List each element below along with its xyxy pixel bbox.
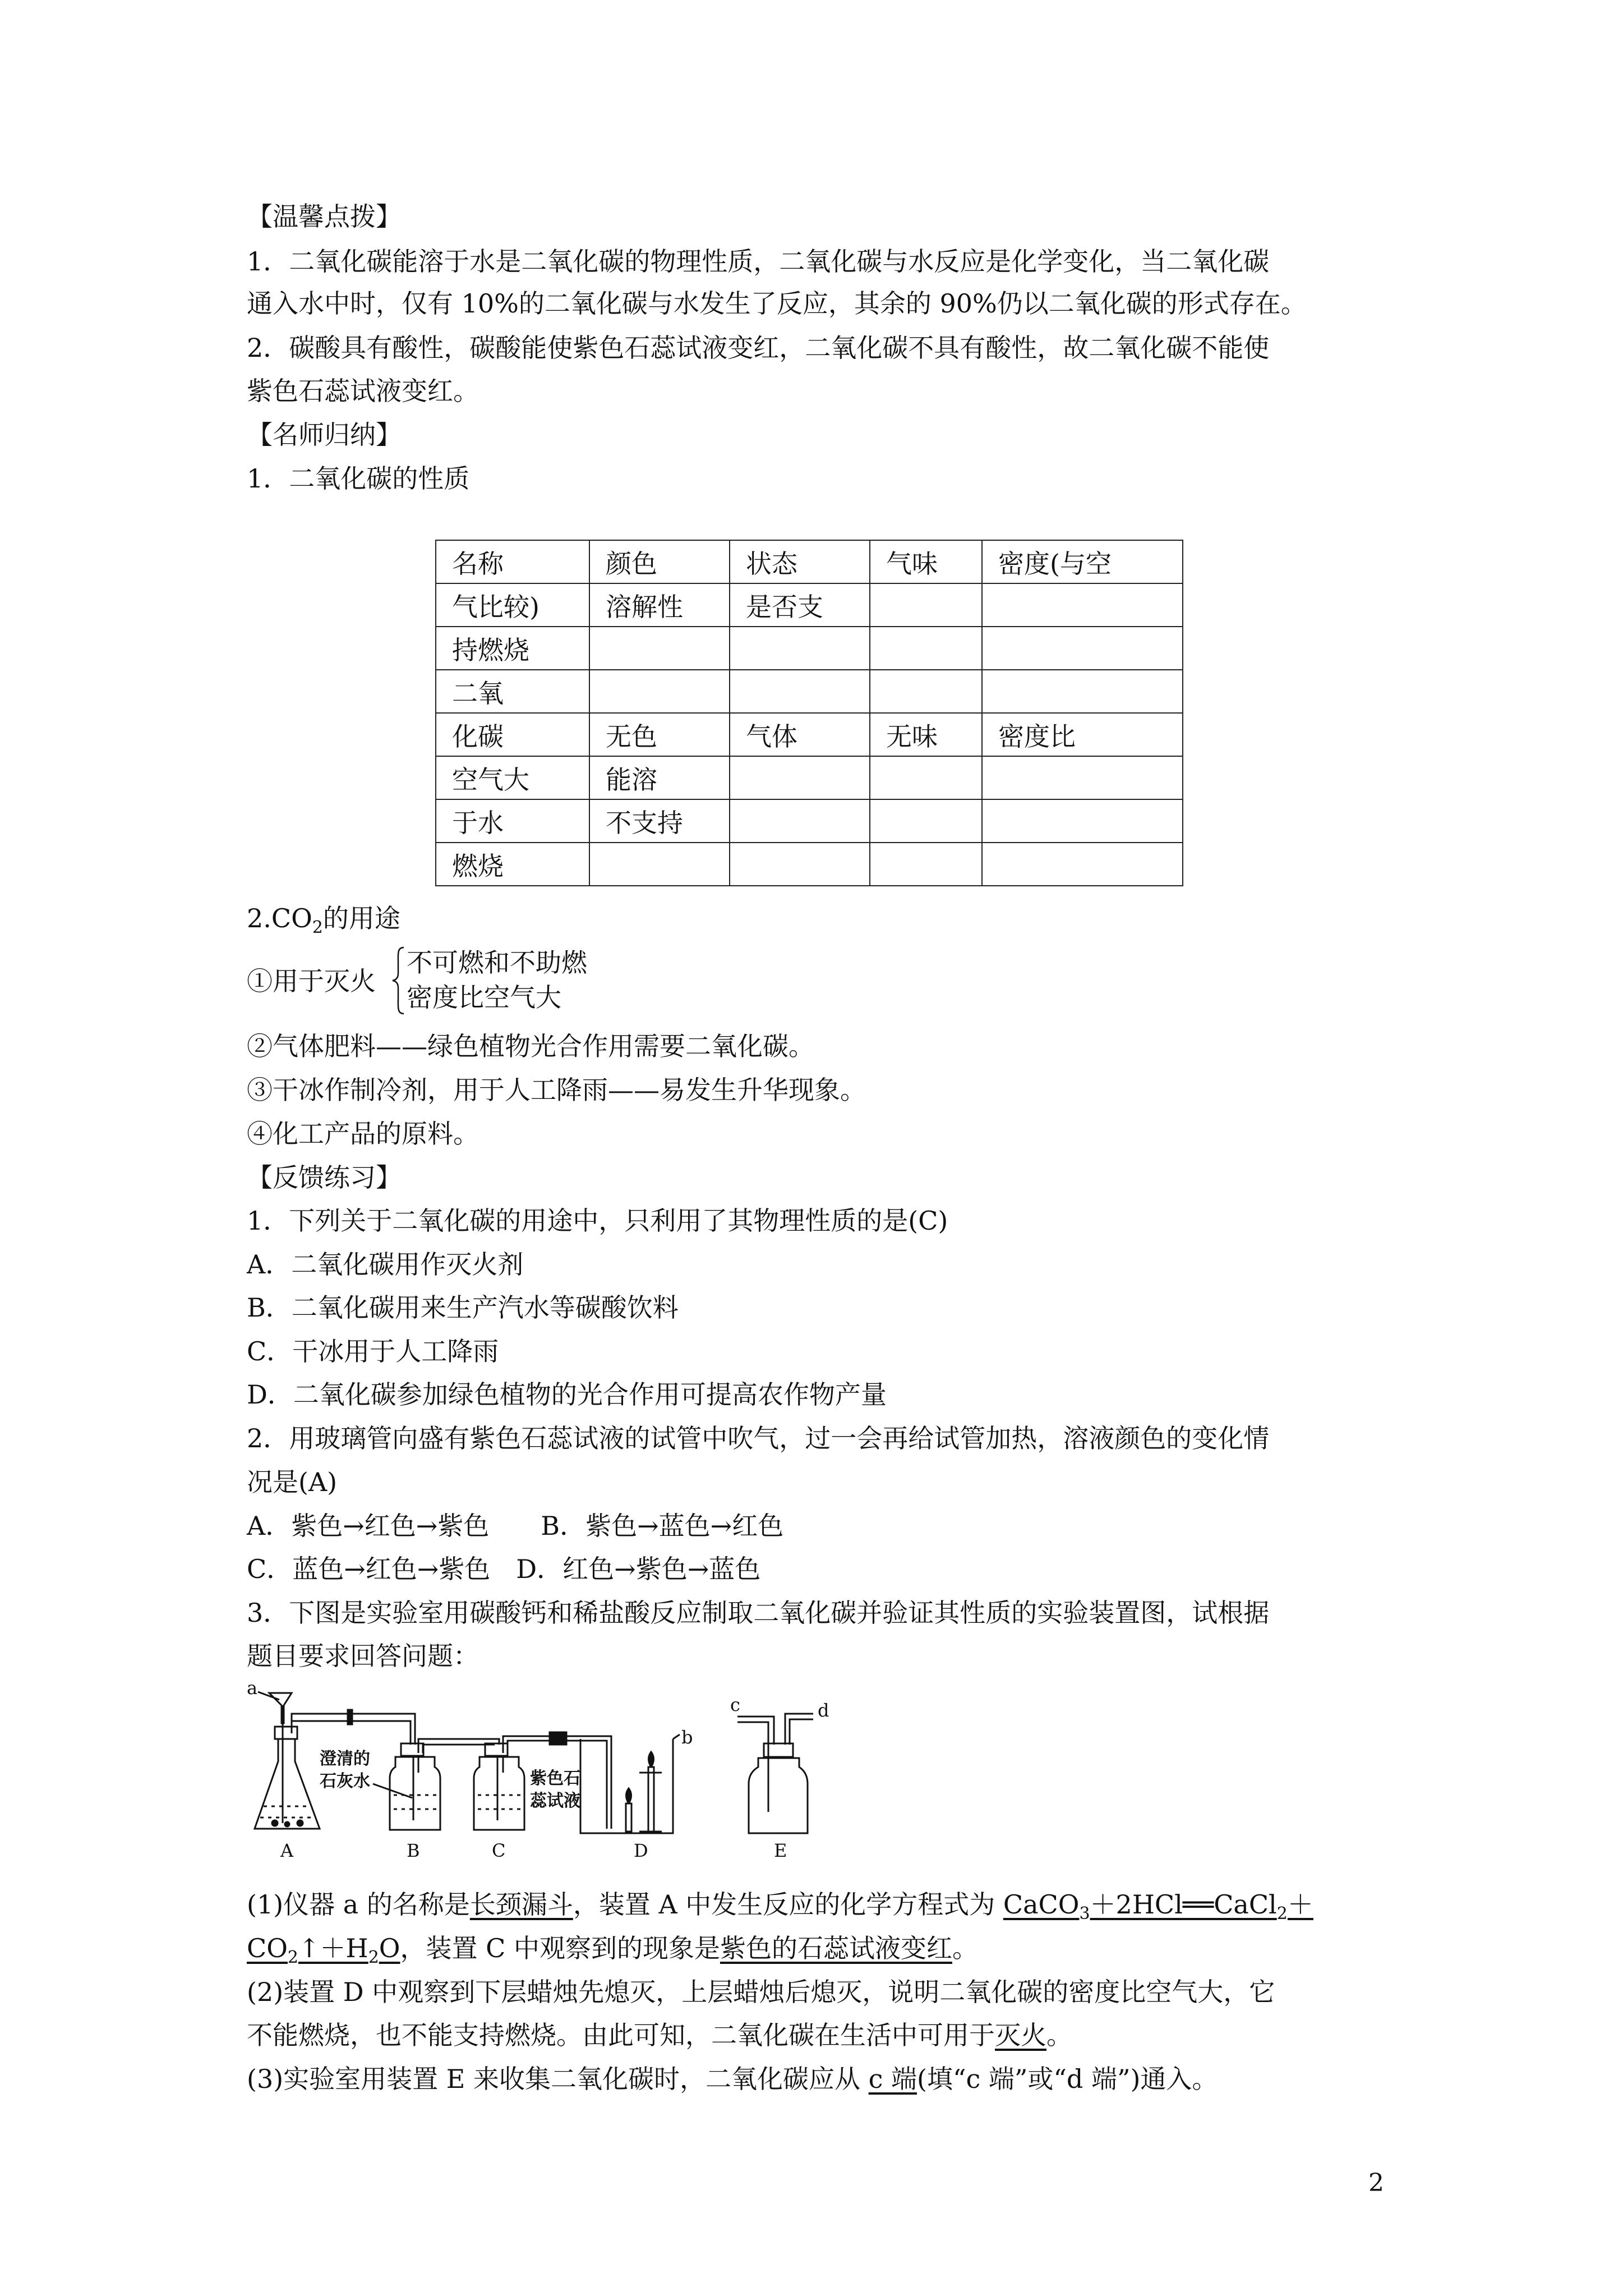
question-2-line1: 2．用玻璃管向盛有紫色石蕊试液的试管中吹气，过一会再给试管加热，溶液颜色的变化情 bbox=[247, 1423, 1270, 1453]
equation-part2: $CO_2↑+H_2O$ bbox=[247, 1933, 400, 1967]
table-cell bbox=[982, 756, 1183, 799]
table-cell bbox=[870, 756, 982, 799]
bottle-e bbox=[730, 1694, 829, 1833]
table-cell bbox=[730, 799, 870, 843]
table-cell: 气味 bbox=[870, 540, 982, 583]
tips-p2-line1: 2．碳酸具有酸性，碳酸能使紫色石蕊试液变红，二氧化碳不具有酸性，故二氧化碳不能使 bbox=[247, 333, 1270, 363]
label-c: c bbox=[730, 1694, 740, 1715]
label-b: b bbox=[681, 1727, 693, 1748]
summary-item1: 1．二氧化碳的性质 bbox=[247, 463, 470, 494]
answer-1-line1: (1)仪器 a 的名称是长颈漏斗，装置 A 中发生反应的化学方程式为 CaCO$_3$＋2HCl══CaCl$_2$＋ bbox=[247, 1889, 1313, 1924]
answer-2-line1: (2)装置 D 中观察到下层蜡烛先熄灭，上层蜡烛后熄灭，说明二氧化碳的密度比空气大，它 bbox=[247, 1977, 1275, 2007]
answer-blank: 紫色的石蕊试液变红 bbox=[720, 1933, 952, 1963]
table-row bbox=[436, 670, 1183, 713]
use-4: ④化工产品的原料。 bbox=[247, 1119, 479, 1149]
table-cell: 密度比 bbox=[982, 713, 1183, 756]
q2-options-line2: C．蓝色→红色→紫色 D．红色→紫色→蓝色 bbox=[247, 1554, 761, 1584]
experiment-apparatus-diagram bbox=[247, 1683, 841, 1862]
table-cell: 于水 bbox=[436, 799, 589, 843]
limewater-label-1: 澄清的 bbox=[320, 1749, 370, 1769]
table-cell bbox=[870, 843, 982, 886]
table-cell bbox=[982, 799, 1183, 843]
fire-use-item: 密度比空气大 bbox=[407, 982, 561, 1013]
label-letter-d: D bbox=[634, 1840, 648, 1861]
table-cell: 化碳 bbox=[436, 713, 589, 756]
table-cell bbox=[982, 670, 1183, 713]
table-row bbox=[436, 627, 1183, 670]
table-row bbox=[436, 540, 1183, 583]
practice-heading: 【反馈练习】 bbox=[247, 1162, 402, 1193]
table-row bbox=[436, 843, 1183, 886]
table-cell bbox=[870, 583, 982, 627]
q1-option-c: C．干冰用于人工降雨 bbox=[247, 1336, 499, 1366]
table-cell bbox=[870, 627, 982, 670]
table-cell: 不支持 bbox=[589, 799, 730, 843]
limewater-label-2: 石灰水 bbox=[320, 1772, 370, 1791]
q1-option-b: B．二氧化碳用来生产汽水等碳酸饮料 bbox=[247, 1292, 679, 1323]
bottle-c bbox=[474, 1743, 524, 1830]
table-cell bbox=[730, 627, 870, 670]
label-letter-b: B bbox=[407, 1840, 420, 1861]
page-number: 2 bbox=[1368, 2169, 1384, 2197]
table-row bbox=[436, 713, 1183, 756]
table-cell: 溶解性 bbox=[589, 583, 730, 627]
litmus-label-1: 紫色石 bbox=[530, 1769, 580, 1788]
table-row bbox=[436, 799, 1183, 843]
table-cell bbox=[870, 799, 982, 843]
table-cell: 颜色 bbox=[589, 540, 730, 583]
table-cell: 状态 bbox=[730, 540, 870, 583]
table-cell: 能溶 bbox=[589, 756, 730, 799]
label-letter-e: E bbox=[774, 1840, 787, 1861]
fire-use-label: ①用于灭火 bbox=[247, 966, 376, 996]
answer-blank: c 端 bbox=[868, 2064, 917, 2094]
table-cell bbox=[982, 843, 1183, 886]
q2-options-line1: A．紫色→红色→紫色 B．紫色→蓝色→红色 bbox=[247, 1511, 784, 1541]
question-3-line1: 3．下图是实验室用碳酸钙和稀盐酸反应制取二氧化碳并验证其性质的实验装置图，试根据 bbox=[247, 1598, 1270, 1628]
tips-p1-line1: 1．二氧化碳能溶于水是二氧化碳的物理性质，二氧化碳与水反应是化学变化，当二氧化碳 bbox=[247, 246, 1270, 277]
table-cell: 气体 bbox=[730, 713, 870, 756]
use-3: ③干冰作制冷剂，用于人工降雨——易发生升华现象。 bbox=[247, 1075, 866, 1105]
q1-option-a: A．二氧化碳用作灭火剂 bbox=[247, 1249, 524, 1280]
q1-option-d: D．二氧化碳参加绿色植物的光合作用可提高农作物产量 bbox=[247, 1379, 887, 1410]
table-cell: 无色 bbox=[589, 713, 730, 756]
label-letter-a: A bbox=[280, 1840, 294, 1861]
table-cell: 密度(与空 bbox=[982, 540, 1183, 583]
table-cell: 名称 bbox=[436, 540, 589, 583]
table-cell bbox=[589, 670, 730, 713]
table-row bbox=[436, 583, 1183, 627]
fire-use-item: 不可燃和不助燃 bbox=[407, 947, 587, 978]
question-1: 1．下列关于二氧化碳的用途中，只利用了其物理性质的是(C) bbox=[247, 1205, 948, 1236]
litmus-label-2: 蕊试液 bbox=[530, 1791, 580, 1811]
label-letter-c: C bbox=[492, 1840, 506, 1861]
table-cell bbox=[982, 583, 1183, 627]
uses-heading: $2.CO_2$的用途 bbox=[247, 903, 400, 937]
tips-p1-line2: 通入水中时，仅有 10%的二氧化碳与水发生了反应，其余的 90%仍以二氧化碳的形式存在。 bbox=[247, 288, 1307, 319]
table-cell: 空气大 bbox=[436, 756, 589, 799]
table-cell: 气比较) bbox=[436, 583, 589, 627]
tips-p2-line2: 紫色石蕊试液变红。 bbox=[247, 376, 479, 406]
label-d: d bbox=[818, 1700, 829, 1721]
summary-heading: 【名师归纳】 bbox=[247, 420, 402, 450]
answer-2-line2: 不能燃烧，也不能支持燃烧。由此可知，二氧化碳在生活中可用于灭火。 bbox=[247, 2020, 1072, 2050]
co2-properties-table bbox=[435, 540, 1183, 886]
answer-blank: 长颈漏斗 bbox=[469, 1889, 573, 1920]
table-cell bbox=[589, 627, 730, 670]
table-cell bbox=[870, 670, 982, 713]
equation-part1: CaCO$_3$＋2HCl══CaCl$_2$＋ bbox=[1003, 1889, 1313, 1924]
table-cell: 二氧 bbox=[436, 670, 589, 713]
bottle-b bbox=[390, 1743, 440, 1830]
answer-1-line2: $CO_2↑+H_2O$，装置 C 中观察到的现象是紫色的石蕊试液变红。 bbox=[247, 1933, 978, 1967]
fire-use-items bbox=[407, 945, 587, 1015]
curly-brace-icon bbox=[391, 946, 406, 1015]
question-2-line2: 况是(A) bbox=[247, 1467, 338, 1497]
tips-heading: 【温馨点拨】 bbox=[247, 201, 402, 232]
table-cell bbox=[730, 670, 870, 713]
question-3-line2: 题目要求回答问题： bbox=[247, 1641, 479, 1671]
table-cell: 是否支 bbox=[730, 583, 870, 627]
beaker-d bbox=[580, 1734, 680, 1833]
table-cell bbox=[730, 843, 870, 886]
table-cell bbox=[982, 627, 1183, 670]
table-row bbox=[436, 756, 1183, 799]
answer-3: (3)实验室用装置 E 来收集二氧化碳时，二氧化碳应从 c 端(填“c 端”或“d 端”)通入。 bbox=[247, 2064, 1218, 2094]
table-cell bbox=[589, 843, 730, 886]
table-cell: 无味 bbox=[870, 713, 982, 756]
table-cell: 燃烧 bbox=[436, 843, 589, 886]
use-2: ②气体肥料——绿色植物光合作用需要二氧化碳。 bbox=[247, 1031, 814, 1061]
table-cell bbox=[730, 756, 870, 799]
answer-blank: 灭火 bbox=[995, 2020, 1046, 2050]
label-a: a bbox=[247, 1683, 258, 1699]
table-cell: 持燃烧 bbox=[436, 627, 589, 670]
